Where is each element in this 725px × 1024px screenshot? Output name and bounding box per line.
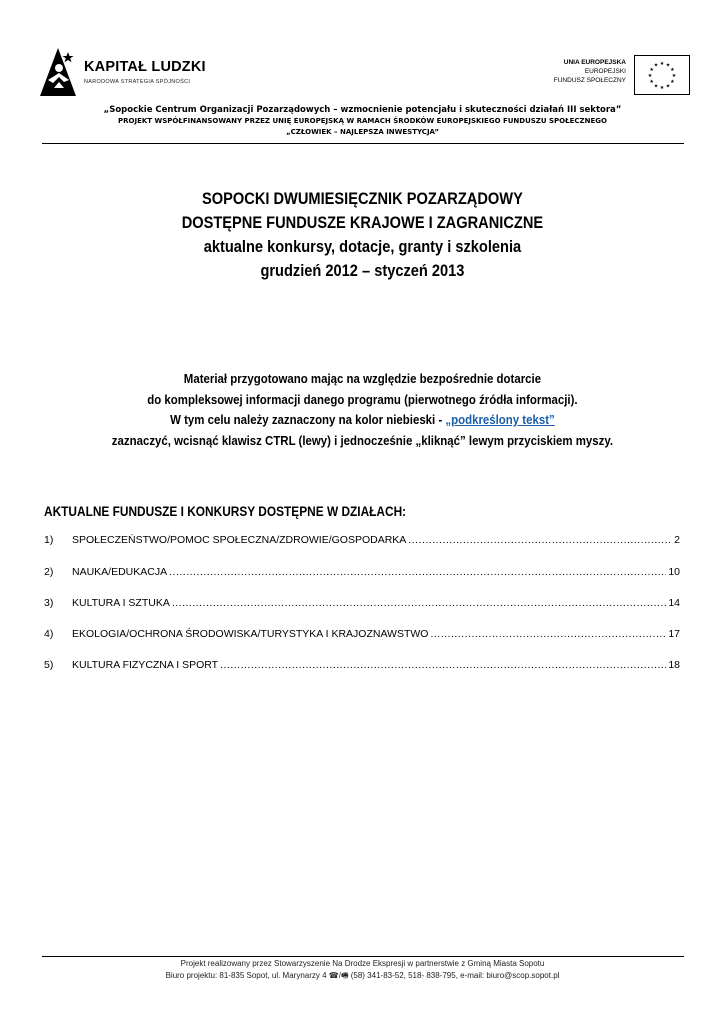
toc-leader	[169, 566, 666, 578]
toc-label: EKOLOGIA/OCHRONA ŚRODOWISKA/TURYSTYKA I KRAJOZNAWSTWO	[72, 628, 429, 640]
info-line2: do kompleksowej informacji danego programu (pierwotnego źródła informacji).	[147, 391, 578, 407]
eu-line2: EUROPEJSKI	[584, 68, 626, 75]
toc-page-number: 14	[668, 597, 680, 609]
toc-label: SPOŁECZEŃSTWO/POMOC SPOŁECZNA/ZDROWIE/GOSPODARKA	[72, 534, 407, 546]
svg-text:★: ★	[653, 62, 659, 69]
project-cofinancing: PROJEKT WSPÓŁFINANSOWANY PRZEZ UNIĘ EUROPEJSKĄ W RAMACH ŚRODKÓW EUROPEJSKIEGO FUNDUSZU SPOŁECZNEGO	[118, 117, 607, 125]
title-line4: grudzień 2012 – styczeń 2013	[260, 261, 465, 280]
project-title: „Sopockie Centrum Organizacji Pozarządowych – wzmocnienie potencjału i skuteczności działań III sektora”	[103, 105, 622, 115]
toc-page-number: 18	[668, 659, 680, 671]
toc-leader	[408, 534, 672, 546]
svg-text:★: ★	[649, 79, 654, 85]
svg-text:★: ★	[670, 79, 675, 85]
info-line4: zaznaczyć, wcisnąć klawisz CTRL (lewy) i jednocześnie „kliknąć” lewym przyciskiem myszy.	[111, 432, 614, 448]
svg-text:★: ★	[670, 67, 675, 73]
info-line3	[43, 410, 681, 431]
toc-label: KULTURA FIZYCZNA I SPORT	[72, 659, 219, 671]
eu-line3: FUNDUSZ SPOŁECZNY	[553, 77, 626, 84]
title-line3: aktualne konkursy, dotacje, granty i szkolenia	[203, 237, 522, 256]
toc-number: 2)	[44, 566, 54, 578]
eu-logo	[520, 55, 690, 97]
page-header	[0, 0, 725, 150]
title-line2: DOSTĘPNE FUNDUSZE KRAJOWE I ZAGRANICZNE	[181, 213, 544, 232]
project-header	[0, 104, 725, 138]
kapital-ludzki-logo	[38, 46, 218, 96]
svg-text:★: ★	[659, 61, 665, 67]
title-line1: SOPOCKI DWUMIESIĘCZNIK POZARZĄDOWY	[202, 189, 523, 208]
toc-item[interactable]	[44, 566, 680, 584]
toc-page-number: 10	[668, 566, 680, 578]
toc-item[interactable]	[44, 628, 680, 646]
eu-flag-icon	[634, 55, 690, 95]
logo-title: KAPITAŁ LUDZKI	[84, 59, 206, 75]
toc-label: KULTURA I SZTUKA	[72, 597, 170, 609]
eu-line1: UNIA EUROPEJSKA	[563, 59, 626, 66]
svg-text:★: ★	[671, 73, 677, 79]
info-paragraph	[43, 369, 681, 451]
toc-leader	[172, 597, 666, 609]
svg-text:★: ★	[653, 83, 659, 90]
toc-item[interactable]	[44, 659, 680, 677]
header-divider	[42, 143, 684, 144]
toc-number: 4)	[44, 628, 54, 640]
toc-item[interactable]	[44, 597, 680, 615]
toc-item[interactable]	[44, 534, 680, 552]
svg-text:★: ★	[665, 83, 671, 90]
toc-number: 5)	[44, 659, 54, 671]
svg-text:★: ★	[665, 62, 671, 69]
svg-text:★: ★	[647, 73, 653, 79]
document-title	[51, 187, 675, 283]
toc-number: 3)	[44, 597, 54, 609]
toc-number: 1)	[44, 534, 54, 546]
underlined-text-link[interactable]: „podkreślony tekst”	[445, 412, 555, 427]
kapital-ludzki-emblem-icon	[38, 46, 78, 96]
toc-leader	[220, 659, 666, 671]
page-footer	[0, 958, 725, 982]
project-motto: „CZŁOWIEK – NAJLEPSZA INWESTYCJA”	[286, 128, 439, 136]
toc-page-number: 17	[668, 628, 680, 640]
footer-line1: Projekt realizowany przez Stowarzyszenie Na Drodze Ekspresji w partnerstwie z Gminą Miasta Sopotu	[180, 959, 545, 968]
footer-line2: Biuro projektu: 81-835 Sopot, ul. Marynarzy 4 ☎/🖷 (58) 341-83-52, 518- 838-795, e-mail: biuro@scop.sopot.pl	[165, 971, 560, 980]
toc-leader	[430, 628, 666, 640]
toc-page-number: 2	[674, 534, 680, 546]
toc-label: NAUKA/EDUKACJA	[72, 566, 168, 578]
logo-subtitle: NARODOWA STRATEGIA SPÓJNOŚCI	[84, 79, 191, 85]
svg-text:★: ★	[649, 67, 654, 73]
footer-divider	[42, 956, 684, 957]
info-line3-text: W tym celu należy zaznaczony na kolor niebieski -	[170, 412, 446, 427]
svg-text:★: ★	[659, 85, 665, 91]
info-line1: Materiał przygotowano mając na względzie bezpośrednie dotarcie	[183, 371, 542, 386]
section-heading: AKTUALNE FUNDUSZE I KONKURSY DOSTĘPNE W DZIAŁACH:	[44, 504, 407, 519]
